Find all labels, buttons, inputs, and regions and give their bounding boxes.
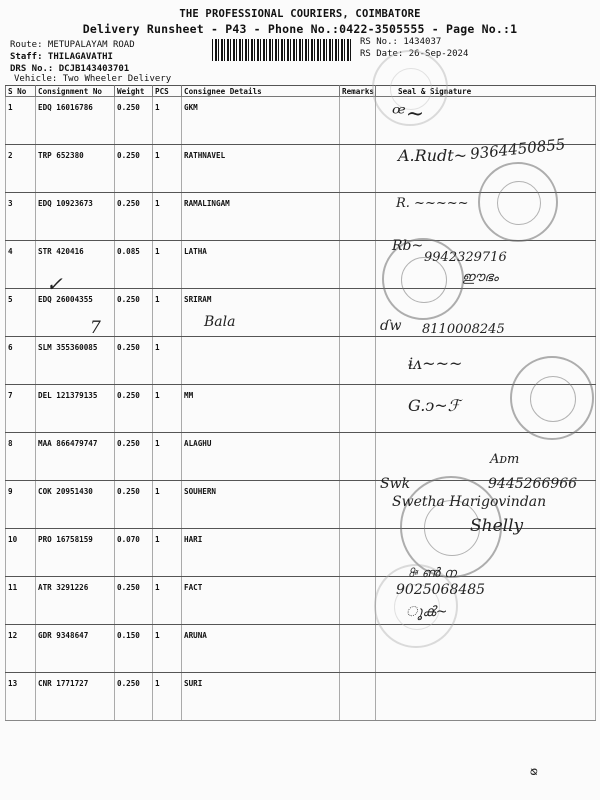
signature-mark: ൂൿ~ (406, 604, 448, 620)
report-title: THE PROFESSIONAL COURIERS, COIMBATORE (179, 8, 421, 20)
cell-sno: 9 (6, 481, 36, 529)
cell-pcs: 1 (153, 529, 182, 577)
cell-consignee: SURI (182, 673, 340, 721)
header-consignee: Consignee Details (182, 86, 340, 97)
cell-remarks (340, 625, 376, 673)
cell-weight: 0.250 (115, 289, 153, 337)
cell-consignment: SLM 355360085 (36, 337, 115, 385)
cell-pcs: 1 (153, 481, 182, 529)
cell-remarks (340, 97, 376, 145)
cell-consignment: EDQ 16016786 (36, 97, 115, 145)
handwritten-name: Bala (204, 314, 236, 330)
rs-number: RS No.: 1434037 (360, 37, 442, 47)
cell-sno: 11 (6, 577, 36, 625)
cell-pcs: 1 (153, 625, 182, 673)
cell-remarks (340, 289, 376, 337)
header-seal-signature: Seal & Signature (376, 86, 596, 97)
cell-remarks (340, 145, 376, 193)
route-label: Route: METUPALAYAM ROAD (10, 40, 135, 50)
rs-date: RS Date: 26-Sep-2024 (360, 49, 469, 59)
staff-label: Staff: THILAGAVATHI (10, 52, 113, 62)
cell-pcs: 1 (153, 145, 182, 193)
signature-mark: Shelly (470, 516, 524, 536)
cell-weight: 0.150 (115, 625, 153, 673)
cell-sno: 2 (6, 145, 36, 193)
handwritten-phone: 9025068485 (396, 582, 486, 598)
cell-weight: 0.250 (115, 433, 153, 481)
cell-consignment: PRO 16758159 (36, 529, 115, 577)
cell-consignment: MAA 866479747 (36, 433, 115, 481)
handwritten-name: Swetha Harigovindan (392, 494, 547, 510)
table-row (6, 97, 596, 145)
cell-pcs: 1 (153, 289, 182, 337)
cell-consignee: SOUHERN (182, 481, 340, 529)
header-sno: S No (6, 86, 36, 97)
cell-signature (376, 673, 596, 721)
handwritten-phone: 9364450855 (469, 135, 567, 163)
cell-sno: 5 (6, 289, 36, 337)
page-mark: ᴓ (530, 764, 538, 778)
table-header-row (6, 86, 596, 97)
table-row (6, 337, 596, 385)
cell-remarks (340, 481, 376, 529)
cell-pcs: 1 (153, 577, 182, 625)
cell-consignee: ARUNA (182, 625, 340, 673)
cell-weight: 0.250 (115, 145, 153, 193)
cell-consignee: HARI (182, 529, 340, 577)
table-row (6, 385, 596, 433)
runsheet-title: Delivery Runsheet - P43 - Phone No.:0422-3505555 - Page No.:1 (82, 22, 518, 36)
cell-consignee: SRIRAM (182, 289, 340, 337)
cell-weight: 0.250 (115, 337, 153, 385)
drs-number: DRS No.: DCJB143403701 (10, 64, 130, 74)
header-consignment: Consignment No (36, 86, 115, 97)
cell-consignee: FACT (182, 577, 340, 625)
cell-weight: 0.250 (115, 673, 153, 721)
signature-mark: R. ~~~~~ (396, 196, 469, 211)
table-row (6, 625, 596, 673)
cell-remarks (340, 385, 376, 433)
handwritten-phone: 9942329716 (424, 250, 507, 265)
cell-remarks (340, 529, 376, 577)
table-row (6, 673, 596, 721)
cell-consignee: LATHA (182, 241, 340, 289)
cell-pcs: 1 (153, 97, 182, 145)
cell-weight: 0.250 (115, 97, 153, 145)
signature-mark: ꔭ ൺ ന (408, 566, 457, 581)
handwritten-phone: 9445266966 (488, 476, 578, 492)
cell-weight: 0.250 (115, 577, 153, 625)
cell-weight: 0.085 (115, 241, 153, 289)
cell-consignment: TRP 652380 (36, 145, 115, 193)
header-weight: Weight (115, 86, 153, 97)
cell-weight: 0.250 (115, 385, 153, 433)
cell-remarks (340, 337, 376, 385)
cell-weight: 0.070 (115, 529, 153, 577)
cell-pcs: 1 (153, 385, 182, 433)
cell-remarks (340, 241, 376, 289)
signature-mark: G.ↄ~ℱ (408, 396, 461, 415)
cell-weight: 0.250 (115, 481, 153, 529)
vehicle-label: Vehicle: Two Wheeler Delivery (14, 74, 172, 84)
cell-remarks (340, 433, 376, 481)
cell-pcs: 1 (153, 193, 182, 241)
cell-consignee (182, 337, 340, 385)
cell-consignment: CNR 1771727 (36, 673, 115, 721)
cell-weight: 0.250 (115, 193, 153, 241)
cell-remarks (340, 193, 376, 241)
mark-seven: 7 (90, 318, 101, 338)
seal-stamp (510, 356, 594, 440)
cell-consignment: EDQ 10923673 (36, 193, 115, 241)
cell-consignment: DEL 121379135 (36, 385, 115, 433)
cell-sno: 6 (6, 337, 36, 385)
header-remarks: Remarks (340, 86, 376, 97)
checkmark: ✓ (46, 272, 63, 296)
cell-sno: 13 (6, 673, 36, 721)
cell-consignment: GDR 9348647 (36, 625, 115, 673)
cell-sno: 12 (6, 625, 36, 673)
signature-mark: ഈഭം (462, 270, 499, 285)
barcode (212, 39, 352, 61)
cell-consignee: ALAGHU (182, 433, 340, 481)
cell-consignment: STR 420416 (36, 241, 115, 289)
signature-mark: ɗw (380, 318, 402, 334)
cell-sno: 10 (6, 529, 36, 577)
cell-consignee: GKM (182, 97, 340, 145)
cell-pcs: 1 (153, 337, 182, 385)
cell-consignment: COK 20951430 (36, 481, 115, 529)
table-row (6, 241, 596, 289)
signature-mark: ɨᴧ~~~ (408, 354, 463, 373)
signature-mark: A.Rudt~ (398, 146, 468, 165)
signature-mark: Aᴅm (490, 452, 520, 467)
cell-remarks (340, 577, 376, 625)
signature-mark: Rb~ (392, 238, 424, 254)
signature-mark: ꟹ~ (392, 102, 425, 127)
cell-pcs: 1 (153, 433, 182, 481)
header-pcs: PCS (153, 86, 182, 97)
cell-pcs: 1 (153, 673, 182, 721)
cell-pcs: 1 (153, 241, 182, 289)
cell-sno: 4 (6, 241, 36, 289)
cell-remarks (340, 673, 376, 721)
handwritten-phone: 8110008245 (422, 322, 505, 337)
seal-stamp (478, 162, 558, 242)
cell-signature (376, 433, 596, 481)
signature-mark: Swk (380, 476, 411, 492)
cell-consignee: RAMALINGAM (182, 193, 340, 241)
cell-consignment: EDQ 26004355 (36, 289, 115, 337)
cell-consignment: ATR 3291226 (36, 577, 115, 625)
cell-sno: 3 (6, 193, 36, 241)
cell-consignee: RATHNAVEL (182, 145, 340, 193)
cell-sno: 8 (6, 433, 36, 481)
cell-sno: 1 (6, 97, 36, 145)
table-row (6, 577, 596, 625)
cell-sno: 7 (6, 385, 36, 433)
cell-consignee: MM (182, 385, 340, 433)
